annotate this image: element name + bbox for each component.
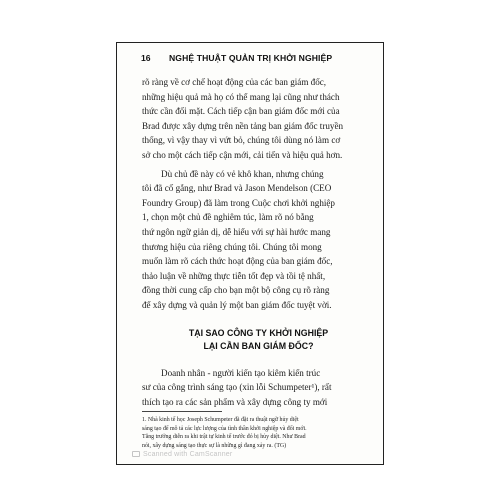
book-page: [116, 42, 384, 465]
paragraph: [142, 366, 375, 410]
text-line: sở cho một cách tiếp cận mới, cải tiến và hiệu quả hơn.: [142, 149, 343, 160]
paragraph: [142, 167, 375, 313]
footnote-line: sáng tạo để mô tả các lực lượng của tình thần khởi nghiệp và đổi mới.: [142, 425, 307, 432]
text-line: tôi đã cố gắng, như Brad và Jason Mendelson (CEO: [142, 183, 332, 194]
footnote: [142, 416, 378, 451]
section-heading-line: LẠI CẦN BAN GIÁM ĐỐC?: [203, 340, 314, 351]
watermark-text: Scanned with CamScanner: [143, 451, 233, 458]
section-heading-line: TẠI SAO CÔNG TY KHỞI NGHIỆP: [188, 327, 329, 338]
text-line: rõ ràng về cơ chế hoạt động của các ban giám đốc,: [142, 77, 327, 87]
text-line: thức cần đối mặt. Cách tiếp cận ban giám đốc mới của: [142, 106, 340, 117]
text-line: để xây dựng và quản lý một ban giám đốc tuyệt vời.: [142, 299, 332, 310]
text-line: 1, chọn một chủ đề nghiêm túc, làm rõ nó bằng: [142, 212, 314, 223]
camera-icon: [132, 451, 140, 457]
footnote-line: nói, xây dựng sáng tạo thực sự là những gì đang xảy ra. (TG): [142, 443, 287, 450]
footnote-line: Tăng trưởng diễn ra khi trật tự kinh tế trước đó bị hủy diệt. Như Brad: [142, 434, 306, 441]
text-line: thống, vì vậy thay vì vứt bỏ, chúng tôi dùng nó làm cơ: [142, 135, 341, 146]
page-number: 16: [141, 53, 151, 63]
text-line: sư của công trình sáng tạo (xin lỗi Schumpeter¹), rất: [142, 382, 332, 393]
scanner-watermark: [132, 451, 232, 458]
text-line: Foundry Group) đã làm trong Cuộc chơi khởi nghiệp: [142, 197, 335, 208]
text-line: muốn làm rõ cách thức hoạt động của ban giám đốc,: [142, 256, 333, 267]
text-line: những hiệu quả mà họ có thể mang lại cũng như thách: [142, 91, 340, 102]
text-line: thảo luận về những thực tiễn tốt đẹp và tồi tệ nhất,: [142, 270, 326, 281]
footnote-line: 1. Nhà kinh tế học Joseph Schumpeter đã đặt ra thuật ngữ hủy diệt: [142, 417, 299, 423]
text-line: thứ ngôn ngữ giản dị, dễ hiểu với sự hài hước mang: [142, 226, 331, 237]
running-title: NGHỆ THUẬT QUẢN TRỊ KHỞI NGHIỆP: [169, 53, 333, 63]
text-line: thương hiệu của riêng chúng tôi. Chúng tôi mong: [142, 241, 322, 252]
body-text: [142, 75, 375, 409]
paragraph: [142, 75, 375, 163]
text-line: Brad được xây dựng trên nền tảng ban giám đốc truyền: [142, 120, 344, 131]
page-header: [141, 53, 369, 67]
footnote-divider: [142, 411, 222, 412]
text-line: thích tạo ra các sản phẩm và xây dựng công ty mới: [142, 396, 328, 407]
text-line: Doanh nhân - người kiến tạo kiêm kiến trúc: [161, 367, 321, 378]
text-line: đồng thời cung cấp cho bạn một bộ công cụ rõ ràng: [142, 285, 330, 296]
section-heading: [142, 327, 375, 353]
text-line: Dù chủ đề này có vẻ khô khan, nhưng chúng: [161, 168, 324, 179]
